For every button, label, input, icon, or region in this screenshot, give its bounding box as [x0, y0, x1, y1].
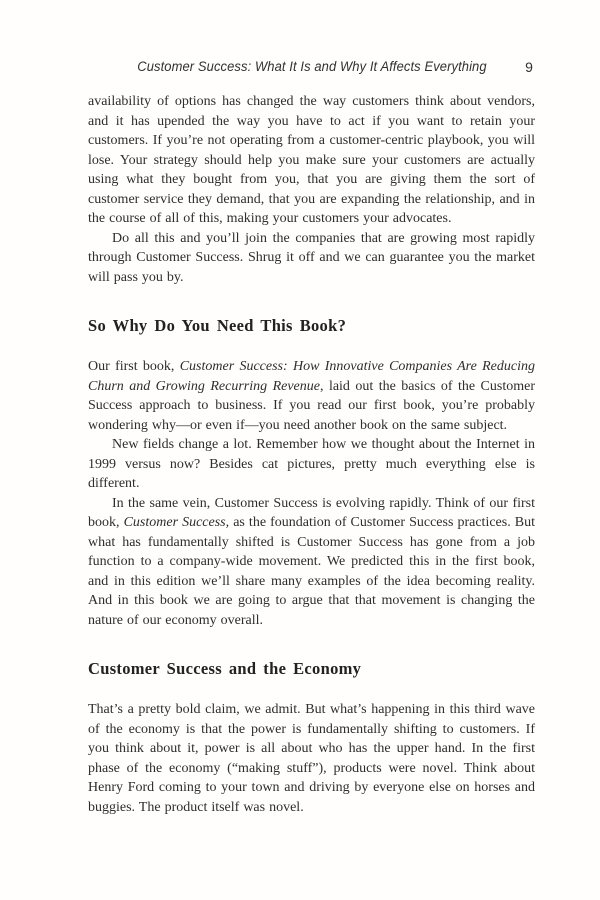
paragraph: [88, 700, 535, 817]
running-header-title: Customer Success: What It Is and Why It Affects Everything: [136, 59, 487, 74]
section-heading: So Why Do You Need This Book?: [88, 316, 347, 335]
running-header: [88, 58, 535, 76]
section-heading: Customer Success and the Economy: [88, 659, 362, 678]
paragraph: [88, 92, 535, 229]
page-number: 9: [525, 59, 533, 75]
text-run: In the same vein, Customer Success is evolving rapidly. Think of our first book,: [88, 495, 535, 530]
text-run: New fields change a lot. Remember how we thought about the Internet in 1999 versus now? Besides cat pictures, pretty much everything else is different.: [88, 437, 535, 491]
paragraph: [88, 494, 535, 631]
paragraph: [88, 229, 535, 288]
paragraph: [88, 357, 535, 435]
text-run: availability of options has changed the way customers think about vendors, and it has upended the way you have to act if you want to retain your customers. If you’re not operating from a customer-centric playbook, you will lose. Your strategy should help you make sure your customers are actually using what they bought from you, that you are giving them the sort of customer service they demand, that you are expanding the relationship, and in the course of all of this, making your customers your advocates.: [88, 94, 535, 226]
page-body: [88, 92, 535, 817]
book-title-italic: Customer Success: How Innovative Companies Are Reducing Churn and Growing Recurring Revenue: [88, 359, 535, 394]
text-run: Our first book,: [88, 359, 180, 374]
text-run: That’s a pretty bold claim, we admit. But what’s happening in this third wave of the economy is that the power is fundamentally shifting to customers. If you think about it, power is all about who has the upper hand. In the first phase of the economy (“making stuff”), products were novel. Think about Henry Ford coming to your town and driving by everyone else on horses and buggies. The product itself was novel.: [88, 702, 535, 815]
paragraph: [88, 435, 535, 494]
text-run: , laid out the basics of the Customer Success approach to business. If you read our first book, you’re probably wondering why—or even if—you need another book on the same subject.: [88, 378, 535, 433]
book-title-italic: Customer Success,: [123, 515, 230, 530]
text-run: Do all this and you’ll join the companies that are growing most rapidly through Customer Success. Shrug it off and we can guarantee you the market will pass you by.: [88, 230, 535, 285]
text-run: as the foundation of Customer Success practices. But what has fundamentally shifted is Customer Success has gone from a job function to a company-wide movement. We predicted this in the first book, and in this edition we’ll share many examples of the idea becoming reality. And in this book we are going to argue that that movement is changing the nature of our economy overall.: [88, 515, 535, 628]
